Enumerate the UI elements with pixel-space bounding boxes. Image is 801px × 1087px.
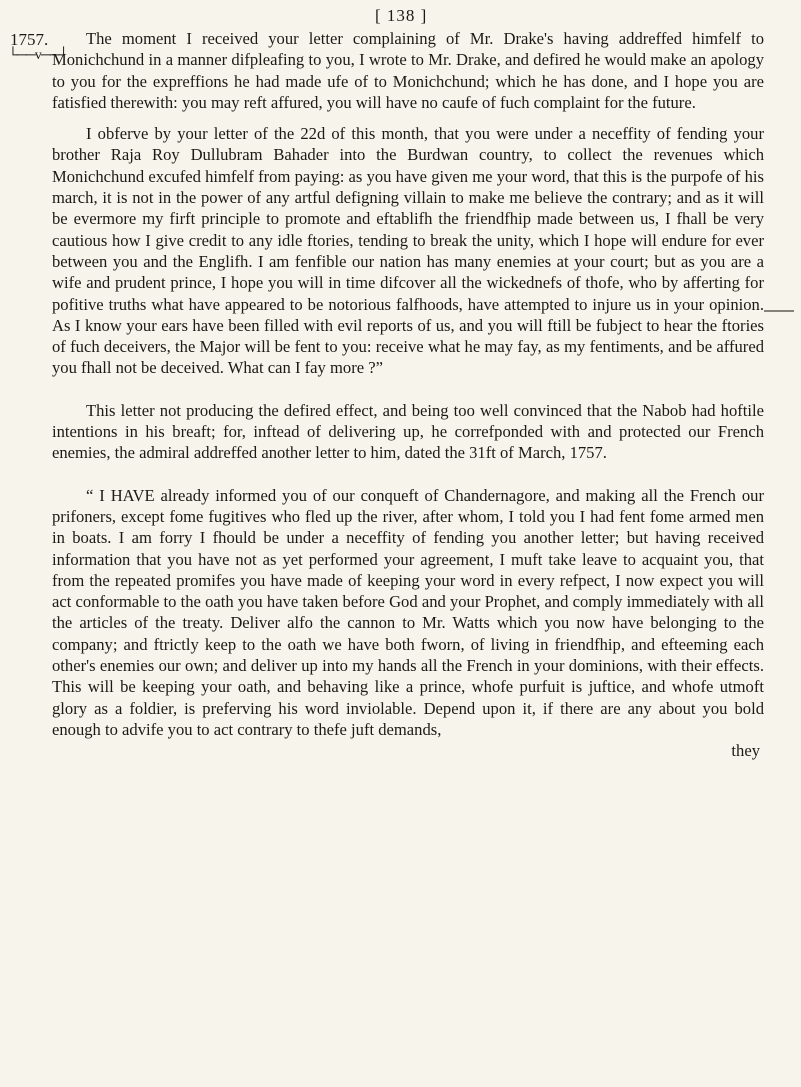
page-number: [ 138 ] (375, 6, 428, 25)
paragraph-chandernagore-letter: “ I HAVE already informed you of our conqueft of Chandernagore, and making all the French our prifoners, except fome fugitives who fled up the river, after whom, I told you I had fent fome armed men in boats. I am forry I fhould be under a neceffity of fending you another letter; but having received information that you have not as yet performed your agreement, I muft take leave to acquaint you, that from the repeated promifes you have made of keeping your word in every refpect, I now expect you will act conformable to the oath you have taken before God and your Prophet, and comply immediately with all the articles of the treaty. Deliver alfo the cannon to Mr. Watts which you now have belonging to the company; and ftrictly keep to the oath we have both fworn, of living in friendfhip, and efteeming each other's enemies our own; and deliver up into my hands all the French in your dominions, with their effects. This will be keeping your oath, and behaving like a prince, whofe purfuit is juftice, and whofe utmoft glory as a foldier, is preferving his word inviolable. Depend upon it, if there are any about you bold enough to advife you to act contrary to thefe juft demands, (52, 485, 764, 739)
margin-year-note: 1757. (10, 30, 49, 49)
margin-ink-mark (764, 310, 794, 312)
body-text (52, 28, 764, 762)
margin-brace-mark: └──v──┘ (8, 48, 68, 63)
paragraph-drake-apology: The moment I received your letter complaining of Mr. Drake's having addreffed himfelf to Monichchund in a manner difpleafing to you, I wrote to Mr. Drake, and defired he would make an apology to you for the expreffions he had made ufe of to Monichchund; which he has done, and I hope you are fatisfied therewith: you may reft affured, you will have no caufe of fuch complaint for the future. (52, 29, 764, 112)
catchword: they (731, 741, 760, 761)
paragraph-admiral-letter-intro: This letter not producing the defired effect, and being too well convinced that the Nabob had hoftile intentions in his breaft; for, inftead of delivering up, he correfponded with and protected our French enemies, the admiral addreffed another letter to him, dated the 31ft of March, 1757. (52, 400, 764, 463)
paragraph-burdwan-revenues: I obferve by your letter of the 22d of this month, that you were under a neceffity of fending your brother Raja Roy Dullubram Bahader into the Burdwan country, to collect the revenues which Monichchund excufed himfelf from paying: as you have given me your word, that this is the purpofe of his march, it is not in the power of any artful defigning villain to make me believe the contrary; and as it will be evermore my firft principle to promote and eftablifh the friendfhip made between us, I fhall be very cautious how I give credit to any idle ftories, tending to break the unity, which I hope will endure for ever between you and the Englifh. I am fenfible our nation has many enemies at your court; but as you are a wife and prudent prince, I hope you will in time difcover all the wickednefs of thofe, who by afferting for pofitive truths what have appeared to be notorious falfhoods, have attempted to injure us in your opinion. As I know your ears have been filled with evil reports of us, and you will ftill be fubject to hear the ftories of fuch deceivers, the Major will be fent to you: receive what he may fay, as my fentiments, and be affured you fhall not be deceived. What can I fay more ?” (52, 124, 764, 378)
